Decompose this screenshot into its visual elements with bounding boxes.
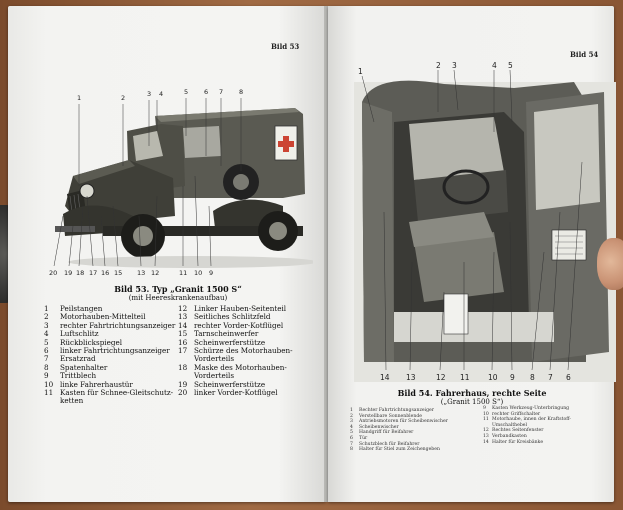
callout-bottom: 18 — [76, 269, 85, 277]
callout-top: 8 — [239, 88, 244, 96]
legend-item-text: Motorhaube, innen der Kraftstoff- — [492, 417, 571, 423]
legend-item-text: rechter Vorder-Kotflügel — [194, 320, 284, 330]
legend-item — [350, 447, 448, 453]
legend-item-text: Scheibenwischer — [359, 424, 399, 430]
callout-top: 5 — [184, 88, 189, 96]
legend-item-number: 20 — [178, 388, 188, 398]
callout-bottom: 12 — [436, 373, 446, 382]
legend-item-number: 1 — [44, 304, 49, 313]
legend-item-number: 13 — [178, 312, 188, 322]
legend-item-number: 13 — [483, 433, 489, 439]
callout-bottom: 6 — [566, 373, 571, 382]
legend-item-number: 7 — [44, 354, 49, 364]
callout-bottom: 9 — [209, 269, 214, 277]
legend-item-text: Rechter Fahrtrichtungsanzeiger — [359, 408, 434, 413]
legend-item-text: Maske des Motorhauben- — [194, 362, 287, 372]
legend-item-text: Kasten Werkzeug-Unterbringung — [492, 406, 570, 411]
callout-bottom: 9 — [510, 373, 515, 382]
legend-item-text: rechter Griffschalter — [492, 411, 541, 417]
legend-item-number: 10 — [44, 379, 54, 389]
legend-item-number: 5 — [350, 430, 353, 436]
legend-item-number: 11 — [44, 388, 54, 398]
callout-top: 5 — [508, 62, 513, 70]
callout-bottom: 14 — [380, 373, 390, 382]
legend-item-number: 6 — [350, 435, 353, 441]
callout-top: 2 — [121, 94, 126, 102]
legend-item-number: 14 — [483, 439, 489, 445]
legend-item-number: 3 — [44, 320, 49, 330]
left-legend-col1 — [44, 305, 175, 406]
callout-bottom: 10 — [488, 373, 498, 382]
legend-item-text: ketten — [60, 396, 84, 406]
left-caption — [68, 284, 288, 302]
legend-item-text: Motorhauben-Mittelteil — [60, 312, 146, 322]
legend-item — [178, 389, 293, 397]
left-legend-col2 — [178, 305, 293, 397]
legend-item-number: 7 — [350, 441, 353, 447]
callout-top: 4 — [159, 90, 164, 98]
callout-top: 2 — [436, 62, 441, 70]
legend-item-number: 10 — [483, 411, 489, 417]
legend-item-number: 12 — [178, 304, 188, 313]
legend-item-text: Tarnscheinwerfer — [194, 329, 259, 339]
legend-item-text: rechter Fahrtrichtungsanzeiger — [60, 320, 176, 330]
legend-item-number: 15 — [178, 329, 188, 339]
callout-bottom: 13 — [137, 269, 146, 277]
legend-item-number: 5 — [44, 337, 49, 347]
legend-item-text: linke Fahrerhaustür — [60, 379, 133, 389]
callout-bottom: 19 — [64, 269, 73, 277]
callout-bottom: 8 — [530, 373, 535, 382]
legend-item-text: Handgriff für Beifahrer — [359, 430, 414, 436]
legend-item-text: Antriebsmotoren für Scheibenwischer — [359, 419, 448, 425]
callout-top: 1 — [358, 67, 363, 76]
legend-item-number: 1 — [350, 408, 353, 413]
legend-item-text: Verstellbare Sonnenblende — [359, 413, 422, 419]
callout-bottom: 17 — [89, 269, 98, 277]
legend-item-text: Umschalthebel — [492, 422, 527, 428]
legend-item-number: 4 — [44, 329, 49, 339]
legend-item-number: 18 — [178, 362, 188, 372]
legend-item-text: Ersatzrad — [60, 354, 96, 364]
right-caption — [372, 388, 572, 406]
legend-item — [483, 440, 571, 446]
right-caption-title: Bild 54. Fahrerhaus, rechte Seite — [397, 388, 547, 398]
legend-item-text: Vorderteils — [194, 371, 235, 381]
open-book — [8, 6, 614, 506]
legend-item-text: Luftschlitz — [60, 329, 99, 339]
legend-item-number: 2 — [44, 312, 49, 322]
legend-item-number: 9 — [44, 371, 49, 381]
callout-top: 3 — [147, 90, 152, 98]
legend-item-text: Seitliches Schlitzfeld — [194, 312, 271, 322]
legend-item-text: linker Fahrtrichtungsanzeiger — [60, 346, 170, 356]
right-legend-col2 — [483, 406, 571, 445]
legend-item-number: 6 — [44, 346, 49, 356]
callout-bottom: 11 — [179, 269, 188, 277]
legend-item-text: Scheinwerferstütze — [194, 379, 266, 389]
legend-item-text: Scheinwerferstütze — [194, 337, 266, 347]
legend-item-number: 9 — [483, 406, 486, 411]
callout-bottom: 10 — [194, 269, 203, 277]
left-page-label: Bild 53 — [271, 42, 300, 51]
left-page — [8, 6, 326, 502]
callout-bottom: 7 — [548, 373, 553, 382]
legend-item-text: Rückblickspiegel — [60, 337, 122, 347]
legend-item-text: Kasten für Schnee-Gleitschutz- — [60, 388, 174, 398]
callout-bottom: 20 — [49, 269, 58, 277]
callout-bottom: 12 — [151, 269, 160, 277]
legend-item-number: 12 — [483, 428, 489, 434]
legend-item-number — [44, 397, 60, 405]
legend-item-number: 19 — [178, 379, 188, 389]
left-caption-title: Bild 53. Typ „Granit 1500 S“ — [114, 284, 242, 294]
legend-item-text: Halter für Kreisbänke — [492, 439, 544, 445]
legend-item-text: Linker Hauben-Seitenteil — [194, 304, 287, 313]
left-caption-subtitle: (mit Heereskrankenaufbau) — [128, 294, 228, 302]
right-legend-col1 — [350, 408, 448, 453]
legend-item-text: Trittblech — [60, 371, 97, 381]
legend-item-text: Spatenhalter — [60, 362, 108, 372]
legend-item-number: 2 — [350, 413, 353, 419]
legend-item-number: 3 — [350, 419, 353, 425]
callout-bottom: 16 — [101, 269, 110, 277]
callout-top: 6 — [204, 88, 209, 96]
legend-item-number: 14 — [178, 320, 188, 330]
legend-item-text: Tür — [359, 435, 368, 441]
legend-item-number: 16 — [178, 337, 188, 347]
right-page-label: Bild 54 — [570, 50, 599, 59]
cab-interior-photo — [354, 62, 616, 382]
legend-item-text: Schutzblech für Beifahrer — [359, 441, 420, 447]
legend-item-text: Verbandkasten — [492, 433, 527, 439]
legend-item-number: 8 — [44, 362, 49, 372]
legend-item-text: Schürze des Motorhauben- — [194, 346, 293, 356]
callout-bottom: 15 — [114, 269, 123, 277]
callout-top: 7 — [219, 88, 224, 96]
callout-top: 1 — [77, 94, 82, 102]
callout-top: 4 — [492, 62, 497, 70]
legend-item-number: 4 — [350, 424, 353, 430]
legend-item-text: Vorderteils — [194, 354, 235, 364]
truck-photo — [43, 86, 313, 281]
right-page — [328, 6, 614, 502]
legend-item — [44, 397, 175, 405]
right-caption-subtitle: („Granit 1500 S“) — [440, 398, 504, 406]
legend-item-text: linker Vorder-Kotflügel — [194, 388, 278, 398]
legend-item-number: 17 — [178, 346, 188, 356]
callout-bottom: 11 — [460, 373, 470, 382]
callout-top: 3 — [452, 62, 457, 70]
legend-item-number: 11 — [483, 417, 489, 423]
callout-bottom: 13 — [406, 373, 416, 382]
legend-item-text: Halter für Stiel zum Zeichengeben — [359, 447, 440, 453]
legend-item-number: 8 — [350, 447, 353, 453]
legend-item-text: Rechtes Seitenfenster — [492, 428, 544, 434]
legend-item-text: Peilstangen — [60, 304, 103, 313]
right-thumb — [597, 238, 623, 290]
